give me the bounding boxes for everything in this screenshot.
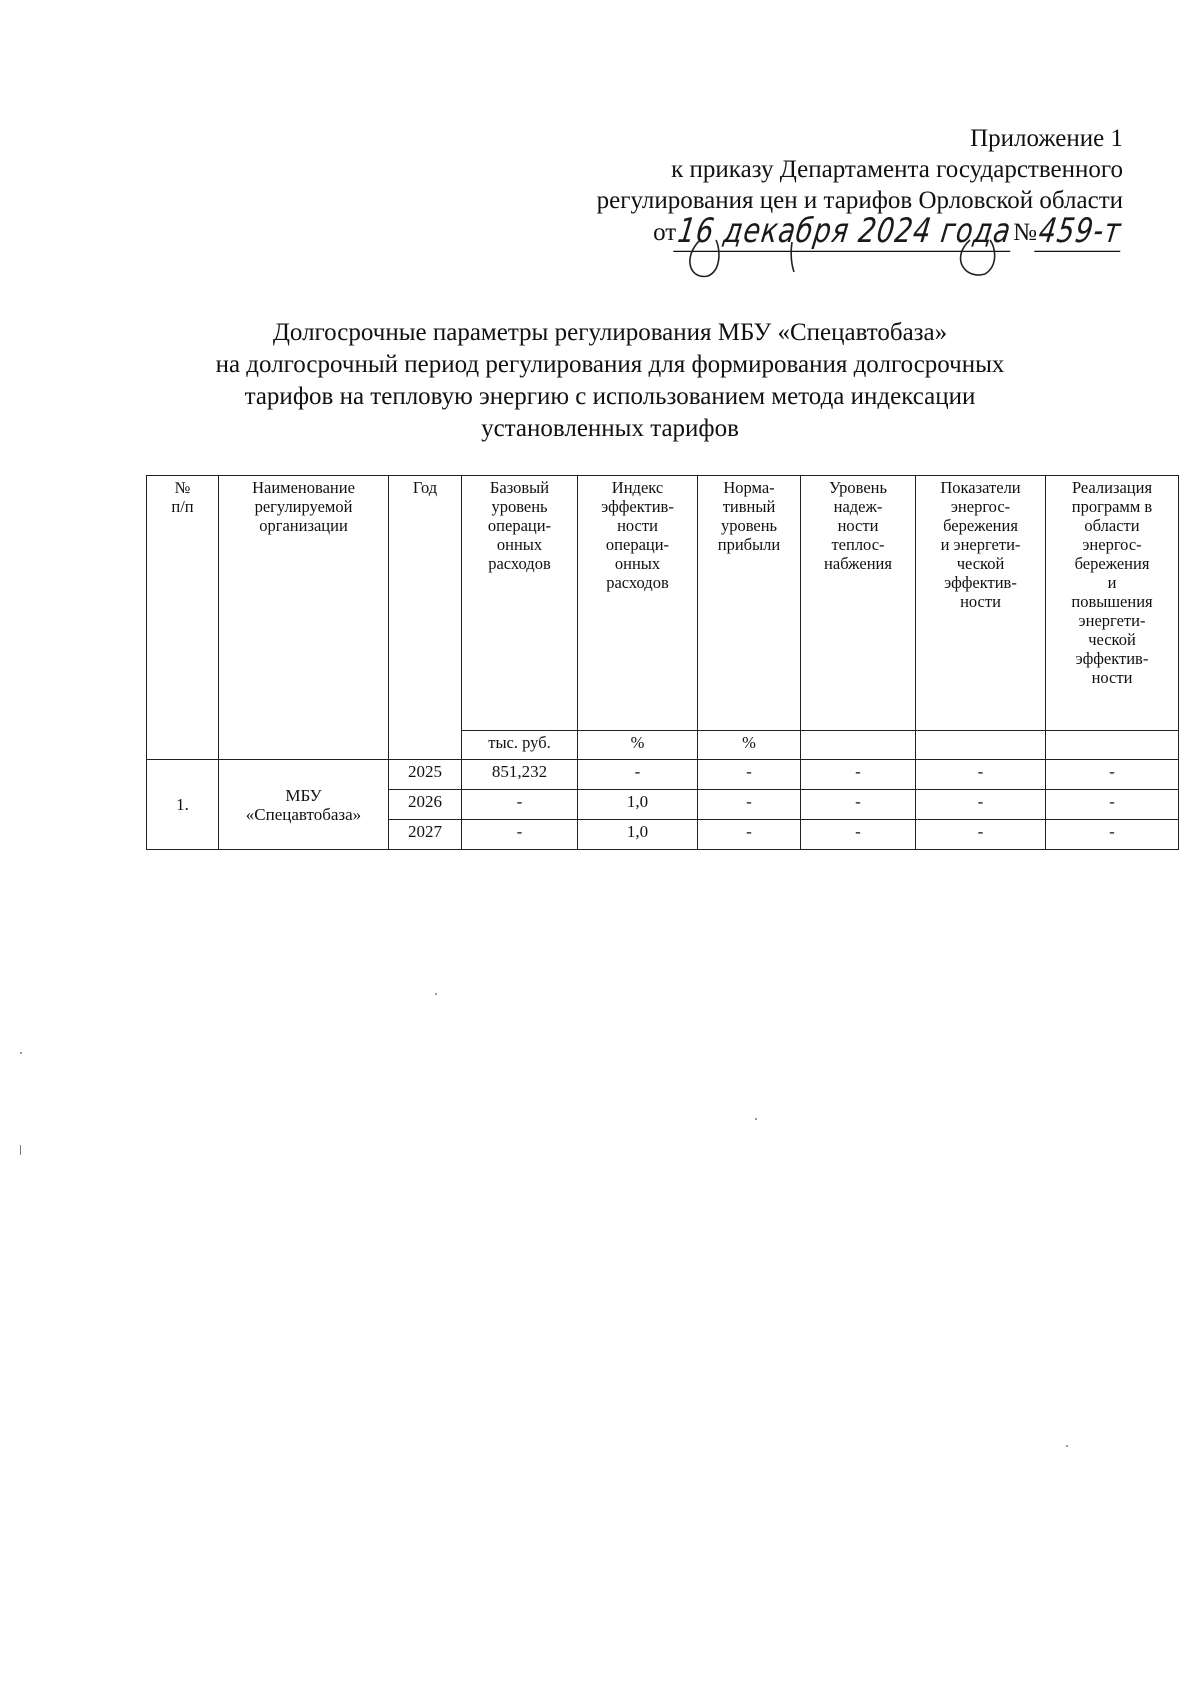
organization-name-line-1: МБУ [285,785,322,805]
handwriting-loops [680,238,1030,288]
table-row [147,760,1179,790]
organization-name-line-2: «Спецавтобаза» [245,804,362,824]
program-cell: - [1046,820,1179,850]
header-reliability: Уровень надеж- ности теплос- набжения [801,476,916,731]
document-title [120,317,1100,445]
efficiency-index-cell: 1,0 [578,790,698,820]
base-cost-cell: - [462,790,578,820]
profit-cell: - [698,820,801,850]
energy-cell: - [916,820,1046,850]
title-line-1: Долгосрочные параметры регулирования МБУ «Спецавтобаза» [272,319,948,346]
header-year: Год [389,476,462,760]
year-cell: 2026 [389,790,462,820]
efficiency-index-cell: 1,0 [578,820,698,850]
base-cost-cell: 851,232 [462,760,578,790]
title-line-2: на долгосрочный период регулирования для формирования долгосрочных [215,351,1005,378]
year-cell: 2025 [389,760,462,790]
reliability-cell: - [801,790,916,820]
scan-speck [1066,1445,1068,1447]
profit-cell: - [698,760,801,790]
regulation-parameters-table [146,475,1179,850]
header-organization: Наименование регулируемой организации [219,476,389,760]
profit-cell: - [698,790,801,820]
scan-speck [755,1118,757,1120]
organization-name [219,760,389,850]
header-program: Реализация программ в области энергос- бережения и повышения энергети- ческой эффектив- ности [1046,476,1179,731]
energy-cell: - [916,790,1046,820]
document-header [423,123,1124,251]
from-label: от [653,219,677,246]
order-reference-line: к приказу Департамента государственного [671,156,1123,183]
unit-cell: тыс. руб. [462,731,578,760]
unit-cell: % [698,731,801,760]
program-cell: - [1046,760,1179,790]
handwritten-date: 16 декабря 2024 года [673,212,1016,252]
table-header-row [147,476,1179,731]
scan-speck [435,993,437,995]
unit-cell [916,731,1046,760]
efficiency-index-cell: - [578,760,698,790]
number-label: № [1013,219,1037,246]
scan-speck [20,1052,22,1054]
reliability-cell: - [801,820,916,850]
scan-speck [20,1145,21,1155]
appendix-label: Приложение 1 [970,125,1123,152]
reliability-cell: - [801,760,916,790]
unit-cell [801,731,916,760]
title-line-3: тарифов на тепловую энергию с использованием метода индексации [244,383,976,410]
unit-cell [1046,731,1179,760]
program-cell: - [1046,790,1179,820]
row-number: 1. [147,760,219,850]
handwritten-number: 459-т [1034,212,1126,252]
header-base-cost: Базовый уровень операци- онных расходов [462,476,578,731]
department-line: регулирования цен и тарифов Орловской области [596,187,1123,214]
header-energy-saving: Показатели энергос- бережения и энергети- ческой эффектив- ности [916,476,1046,731]
title-line-4: установленных тарифов [481,415,739,442]
base-cost-cell: - [462,820,578,850]
year-cell: 2027 [389,820,462,850]
unit-cell: % [578,731,698,760]
header-profit-level: Норма- тивный уровень прибыли [698,476,801,731]
header-efficiency-index: Индекс эффектив- ности операци- онных расходов [578,476,698,731]
energy-cell: - [916,760,1046,790]
header-number: № п/п [147,476,219,760]
